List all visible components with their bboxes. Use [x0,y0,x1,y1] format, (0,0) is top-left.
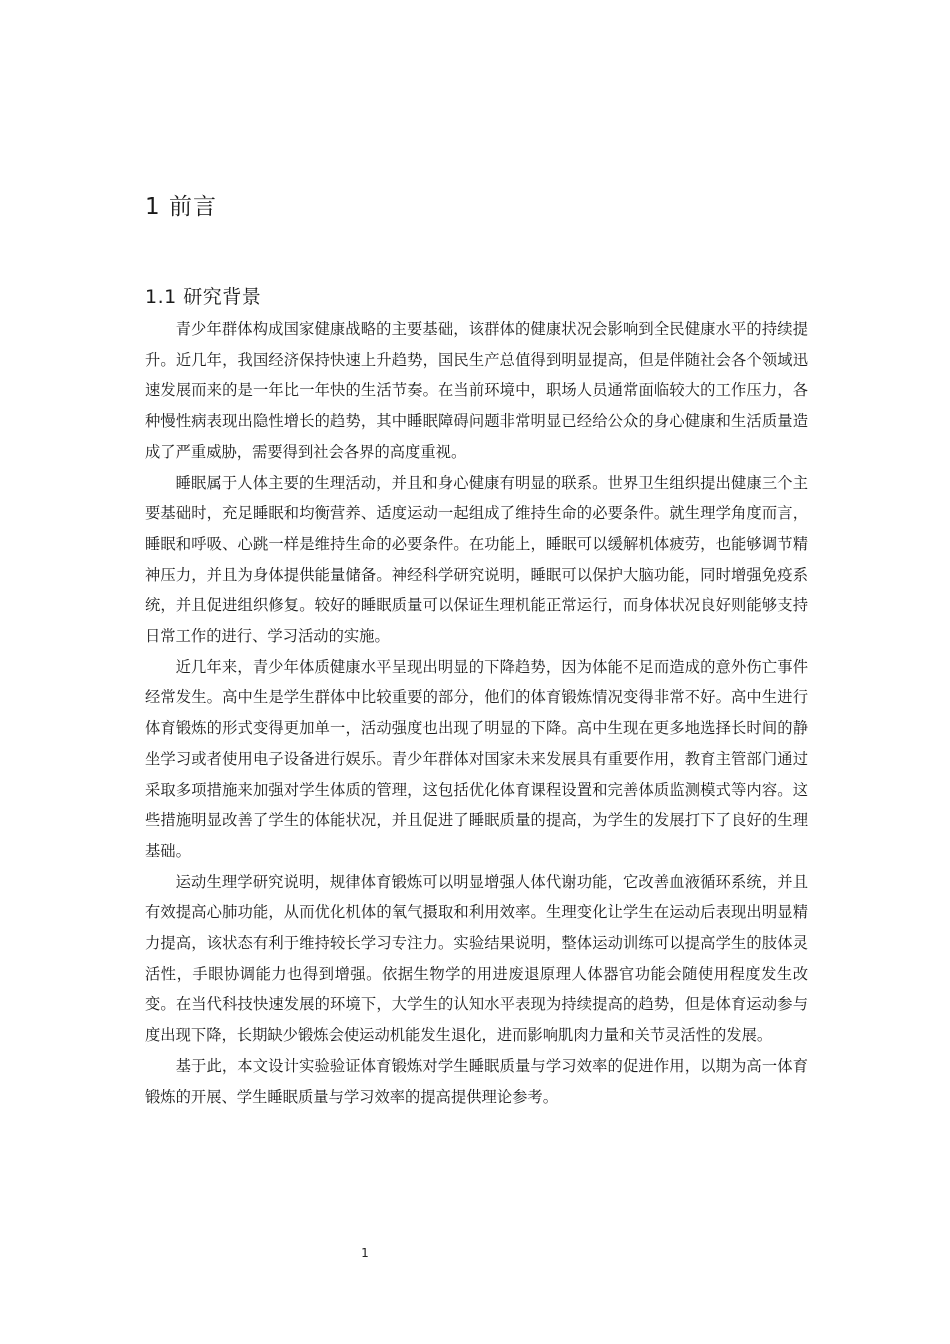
paragraph: 青少年群体构成国家健康战略的主要基础，该群体的健康状况会影响到全民健康水平的持续提升。近几年，我国经济保持快速上升趋势，国民生产总值得到明显提高，但是伴随社会各个领域迅速发展而来的是一年比一年快的生活节奏。在当前环境中，职场人员通常面临较大的工作压力，各种慢性病表现出隐性增长的趋势，其中睡眠障碍问题非常明显已经给公众的身心健康和生活质量造成了严重威胁，需要得到社会各界的高度重视。 [145,320,808,461]
chapter-title: 1 前言 [145,194,217,220]
body-text [145,314,808,1112]
page-number: 1 [361,1246,369,1260]
section-title: 1.1 研究背景 [145,286,262,308]
paragraph: 基于此，本文设计实验验证体育锻炼对学生睡眠质量与学习效率的促进作用，以期为高一体育锻炼的开展、学生睡眠质量与学习效率的提高提供理论参考。 [145,1056,808,1106]
paragraph: 睡眠属于人体主要的生理活动，并且和身心健康有明显的联系。世界卫生组织提出健康三个主要基础时，充足睡眠和均衡营养、适度运动一起组成了维持生命的必要条件。就生理学角度而言，睡眠和呼吸、心跳一样是维持生命的必要条件。在功能上，睡眠可以缓解机体疲劳，也能够调节精神压力，并且为身体提供能量储备。神经科学研究说明，睡眠可以保护大脑功能，同时增强免疫系统，并且促进组织修复。较好的睡眠质量可以保证生理机能正常运行，而身体状况良好则能够支持日常工作的进行、学习活动的实施。 [145,473,808,646]
paragraph: 近几年来，青少年体质健康水平呈现出明显的下降趋势，因为体能不足而造成的意外伤亡事件经常发生。高中生是学生群体中比较重要的部分，他们的体育锻炼情况变得非常不好。高中生进行体育锻炼的形式变得更加单一，活动强度也出现了明显的下降。高中生现在更多地选择长时间的静坐学习或者使用电子设备进行娱乐。青少年群体对国家未来发展具有重要作用，教育主管部门通过采取多项措施来加强对学生体质的管理，这包括优化体育课程设置和完善体质监测模式等内容。这些措施明显改善了学生的体能状况，并且促进了睡眠质量的提高，为学生的发展打下了良好的生理基础。 [145,657,808,860]
paragraph: 运动生理学研究说明，规律体育锻炼可以明显增强人体代谢功能，它改善血液循环系统，并且有效提高心肺功能，从而优化机体的氧气摄取和利用效率。生理变化让学生在运动后表现出明显精力提高，该状态有利于维持较长学习专注力。实验结果说明，整体运动训练可以提高学生的肢体灵活性，手眼协调能力也得到增强。依据生物学的用进废退原理人体器官功能会随使用程度发生改变。在当代科技快速发展的环境下，大学生的认知水平表现为持续提高的趋势，但是体育运动参与度出现下降，长期缺少锻炼会使运动机能发生退化，进而影响肌肉力量和关节灵活性的发展。 [145,872,808,1045]
